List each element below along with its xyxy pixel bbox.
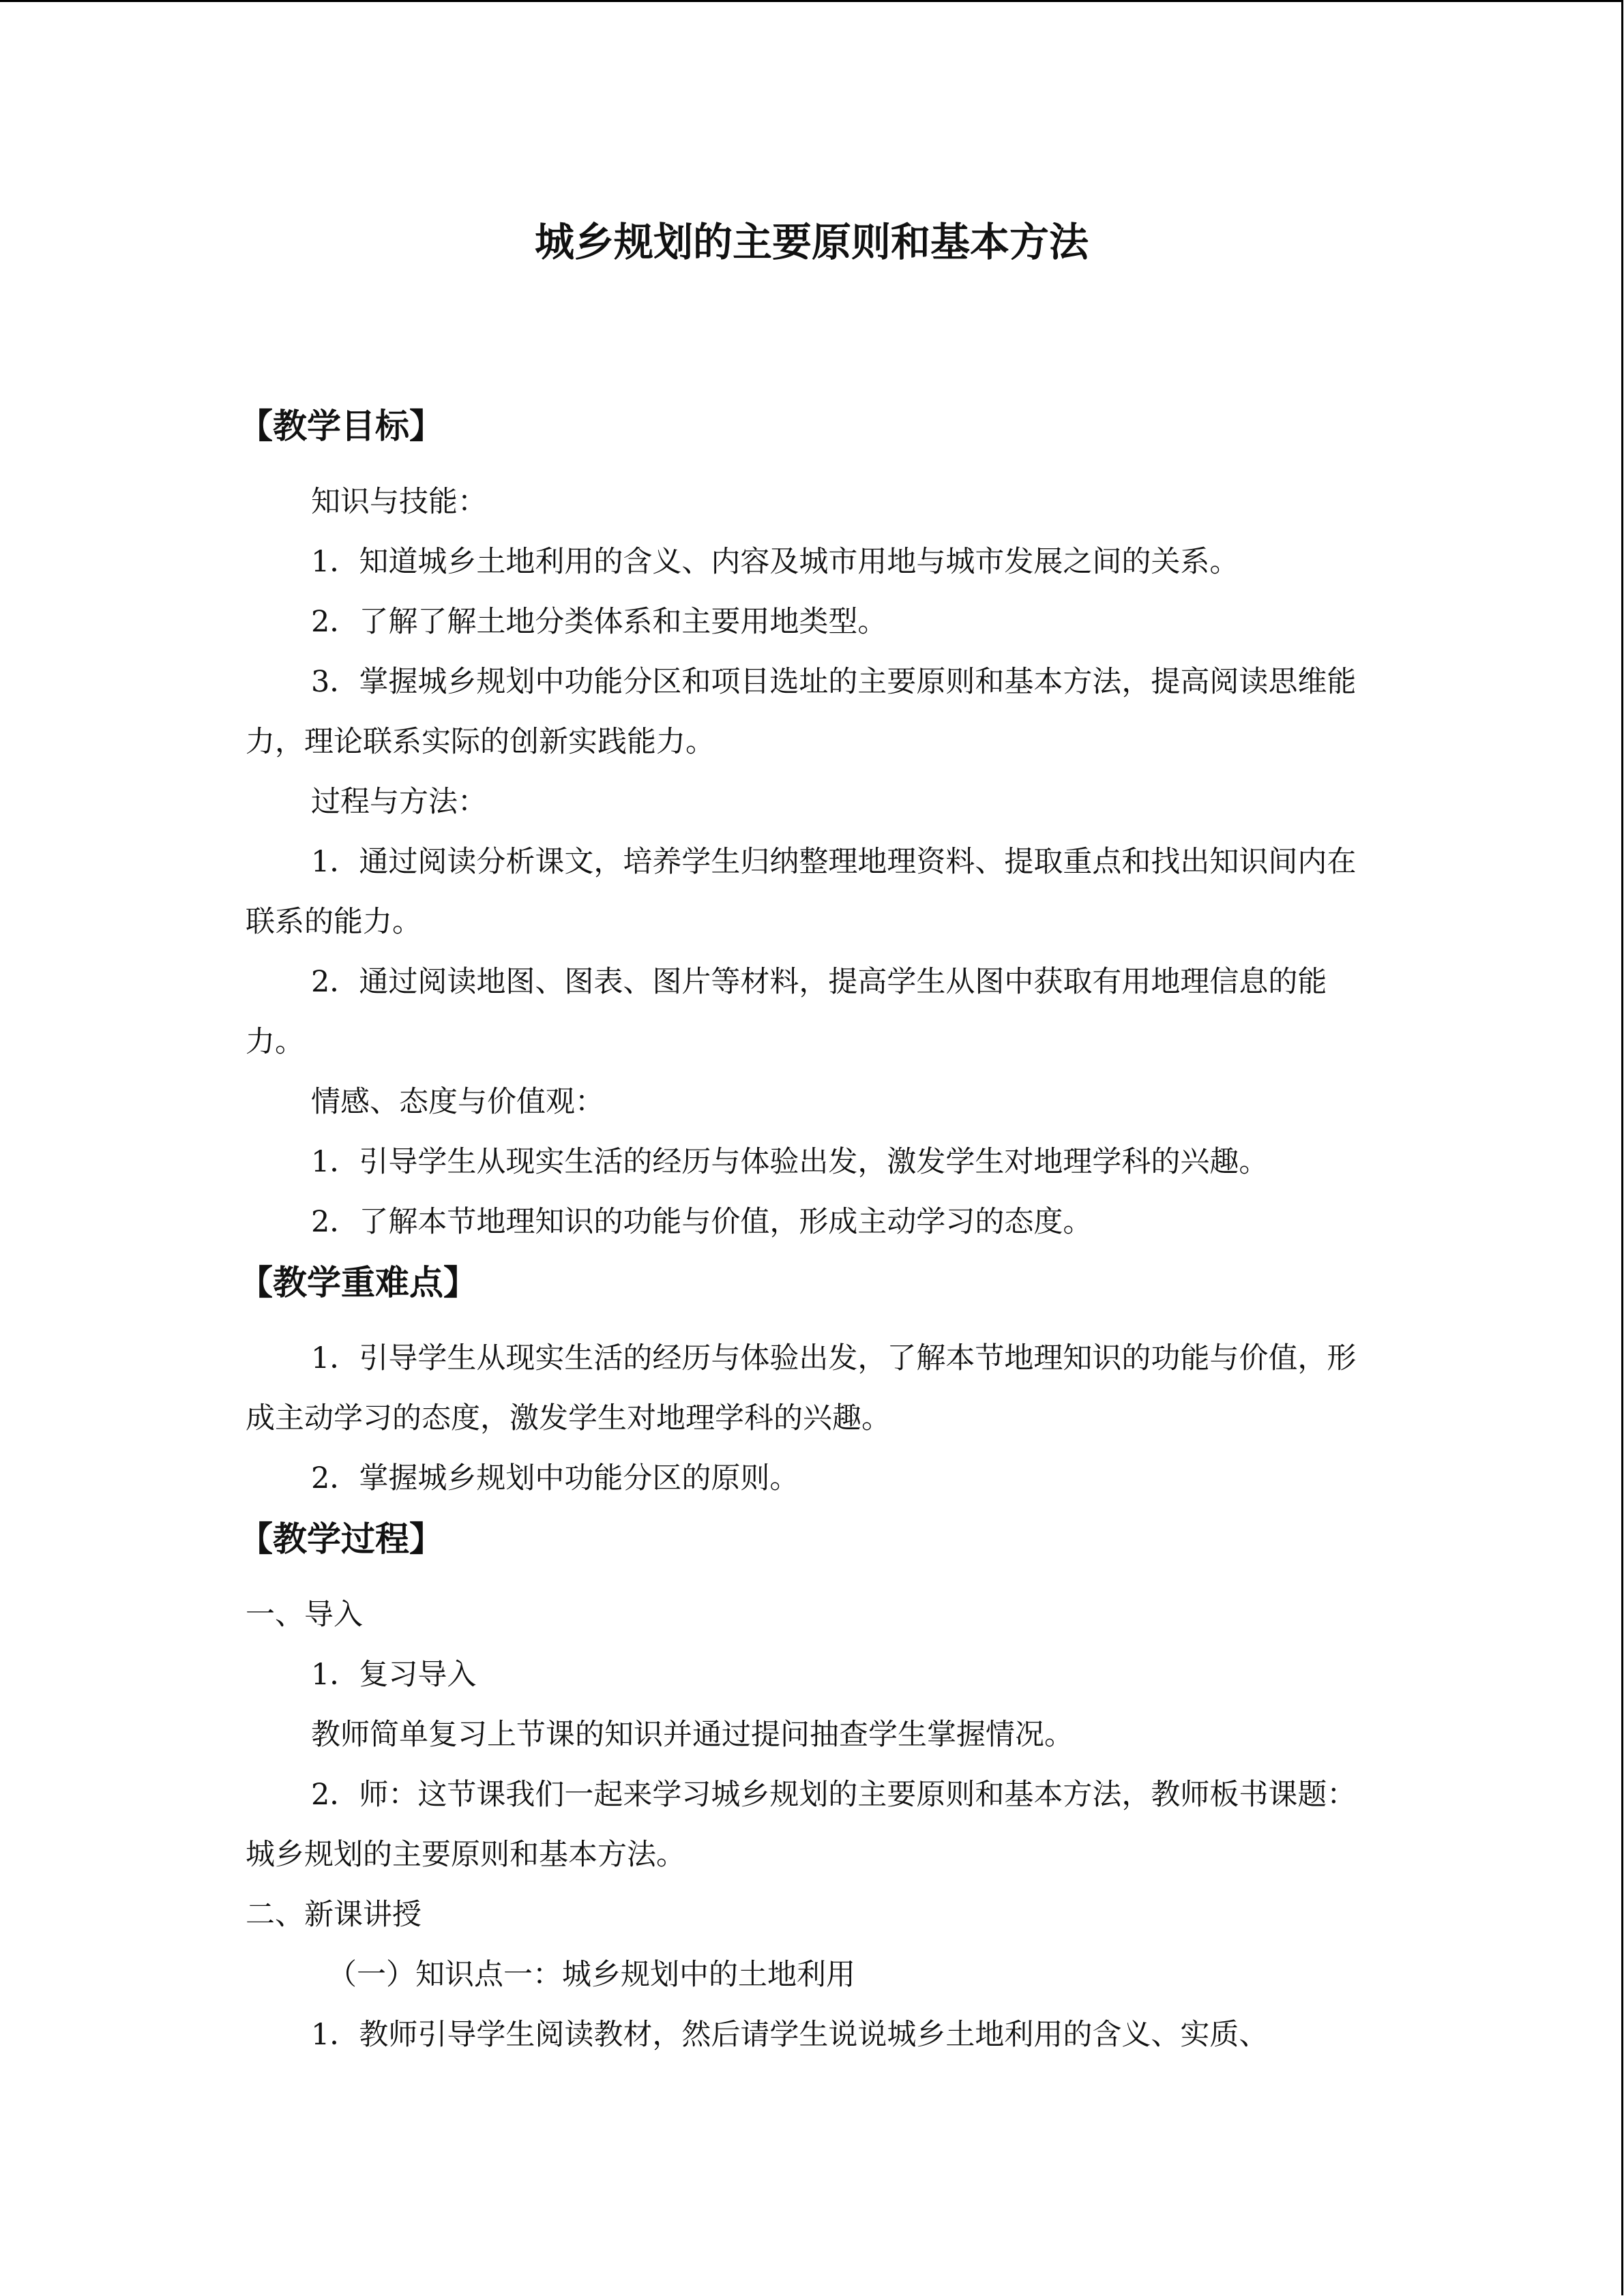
emotion-label: 情感、态度与价值观： [311,1085,604,1119]
heading-objectives: 【教学目标】 [239,406,443,446]
document-body [239,205,1378,2065]
process-item-2: 2．通过阅读地图、图表、图片等材料，提高学生从图中获取有用地理信息的能力。 [246,965,1327,1059]
part2-point1: （一）知识点一：城乡规划中的土地利用 [327,1958,855,1992]
part1-sub1-text: 教师简单复习上节课的知识并通过提问抽查学生掌握情况。 [311,1718,1074,1752]
heading-process: 【教学过程】 [239,1519,443,1559]
emotion-item-2: 2．了解本节地理知识的功能与价值，形成主动学习的态度。 [311,1205,1093,1239]
part1-sub1: 1．复习导入 [311,1658,477,1692]
knowledge-item-2: 2．了解了解土地分类体系和主要用地类型。 [311,605,887,639]
part1-sub2: 2．师：这节课我们一起来学习城乡规划的主要原则和基本方法，教师板书课题：城乡规划的主要原则和基本方法。 [246,1778,1357,1872]
part2-label: 二、新课讲授 [246,1898,422,1932]
emotion-item-1: 1．引导学生从现实生活的经历与体验出发，激发学生对地理学科的兴趣。 [311,1145,1269,1179]
process-label: 过程与方法： [311,785,487,819]
key-point-1: 1．引导学生从现实生活的经历与体验出发，了解本节地理知识的功能与价值，形成主动学习的态度，激发学生对地理学科的兴趣。 [246,1341,1357,1435]
part1-label: 一、导入 [246,1598,363,1632]
knowledge-label: 知识与技能： [311,485,487,519]
knowledge-item-3: 3．掌握城乡规划中功能分区和项目选址的主要原则和基本方法，提高阅读思维能力，理论联系实际的创新实践能力。 [246,665,1357,759]
heading-key-points: 【教学重难点】 [239,1262,477,1302]
process-item-1: 1．通过阅读分析课文，培养学生归纳整理地理资料、提取重点和找出知识间内在联系的能力。 [246,845,1357,939]
key-point-2: 2．掌握城乡规划中功能分区的原则。 [311,1461,799,1495]
knowledge-item-1: 1．知道城乡土地利用的含义、内容及城市用地与城市发展之间的关系。 [311,545,1239,579]
document-title: 城乡规划的主要原则和基本方法 [534,219,1089,265]
part2-item1: 1．教师引导学生阅读教材，然后请学生说说城乡土地利用的含义、实质、 [311,2018,1269,2052]
